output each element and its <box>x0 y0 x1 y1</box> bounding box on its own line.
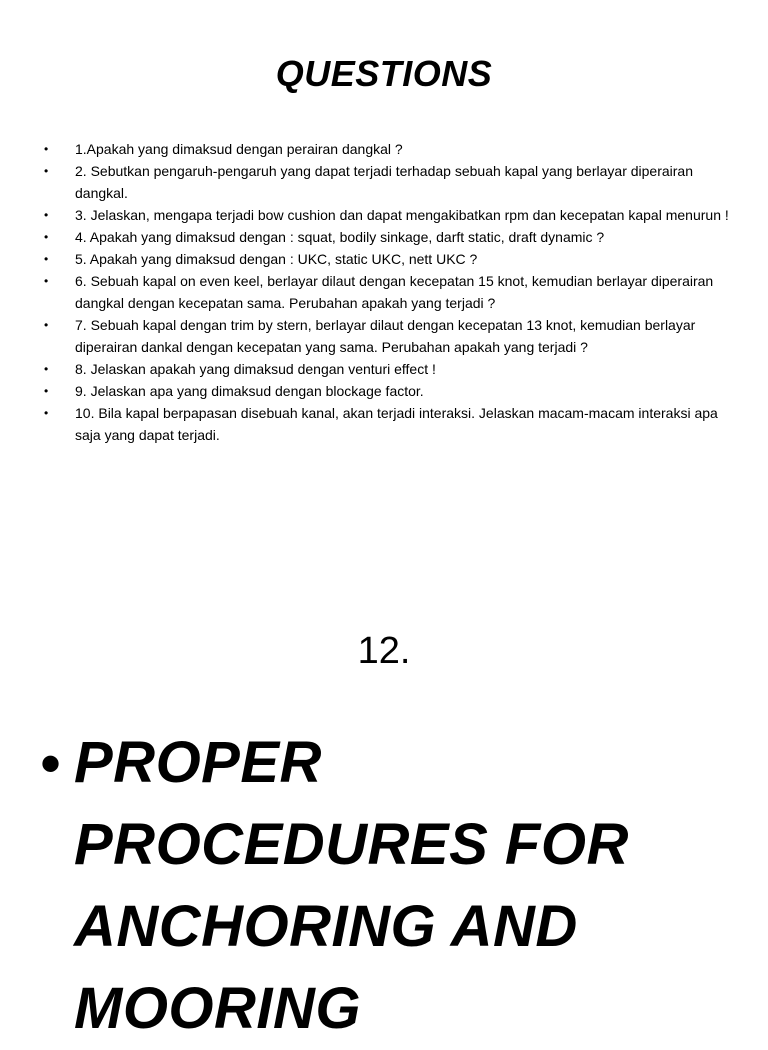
bullet-icon: • <box>44 362 49 376</box>
question-text: 7. Sebuah kapal dengan trim by stern, berlayar dilaut dengan kecepatan 13 knot, kemudian berlayar diperairan dankal dengan kecepatan yang sama. Perubahan apakah yang terjadi ? <box>75 317 696 355</box>
bullet-icon: • <box>44 318 49 332</box>
question-text: 1.Apakah yang dimaksud dengan perairan dangkal ? <box>75 141 403 157</box>
list-item <box>40 358 740 380</box>
question-text: 9. Jelaskan apa yang dimaksud dengan blockage factor. <box>75 383 424 399</box>
question-text: 2. Sebutkan pengaruh-pengaruh yang dapat terjadi terhadap sebuah kapal yang berlayar diperairan dangkal. <box>75 163 694 201</box>
question-text: 3. Jelaskan, mengapa terjadi bow cushion dan dapat mengakibatkan rpm dan kecepatan kapal menurun ! <box>75 207 729 223</box>
question-text: 5. Apakah yang dimaksud dengan : UKC, static UKC, nett UKC ? <box>75 251 478 267</box>
question-list <box>40 138 740 446</box>
bullet-icon: • <box>40 730 62 797</box>
list-item <box>40 138 740 160</box>
bullet-icon: • <box>44 384 49 398</box>
list-item <box>40 160 740 204</box>
list-item <box>40 380 740 402</box>
section-heading: PROPER PROCEDURES FOR ANCHORING AND MOORING <box>74 730 629 1041</box>
bullet-icon: • <box>44 406 49 420</box>
question-text: 8. Jelaskan apakah yang dimaksud dengan venturi effect ! <box>75 361 436 377</box>
list-item <box>40 204 740 226</box>
list-item <box>40 248 740 270</box>
question-text: 6. Sebuah kapal on even keel, berlayar dilaut dengan kecepatan 15 knot, kemudian berlayar diperairan dangkal dengan kecepatan sama. Perubahan apakah yang terjadi ? <box>75 273 714 311</box>
list-item <box>40 402 740 446</box>
section-number: 12. <box>357 630 411 672</box>
list-item <box>40 314 740 358</box>
bullet-icon: • <box>44 274 49 288</box>
bullet-icon: • <box>44 208 49 222</box>
bullet-icon: • <box>44 142 49 156</box>
list-item <box>40 226 740 248</box>
section-heading-block <box>40 722 740 1050</box>
page-title: QUESTIONS <box>275 53 493 94</box>
question-text: 10. Bila kapal berpapasan disebuah kanal, akan terjadi interaksi. Jelaskan macam-macam interaksi apa saja yang dapat terjadi. <box>75 405 718 443</box>
bullet-icon: • <box>44 164 49 178</box>
bullet-icon: • <box>44 252 49 266</box>
bullet-icon: • <box>44 230 49 244</box>
question-text: 4. Apakah yang dimaksud dengan : squat, bodily sinkage, darft static, draft dynamic ? <box>75 229 605 245</box>
list-item <box>40 270 740 314</box>
